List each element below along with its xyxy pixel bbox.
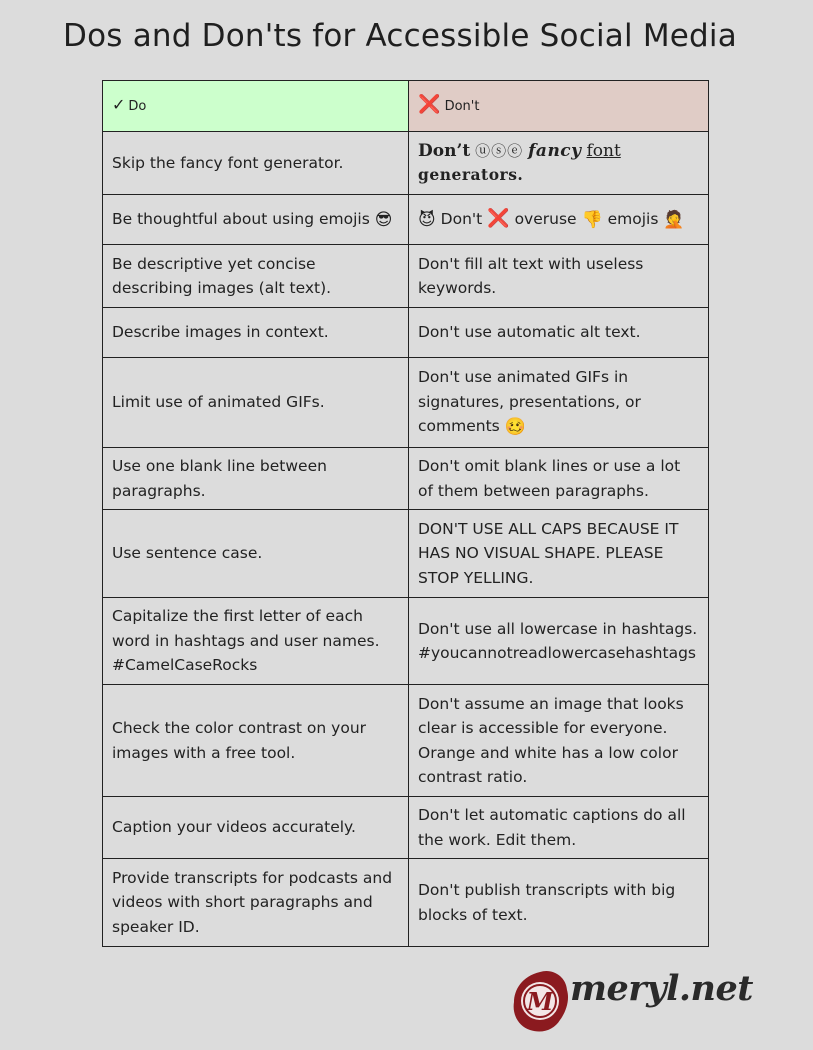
dont-cell: Don't use automatic alt text. xyxy=(409,308,709,358)
dont-cell: Don't fill alt text with useless keywords. xyxy=(409,245,709,308)
dont-cell xyxy=(409,132,709,195)
dont-text: Don't xyxy=(440,209,483,228)
meryl-logo[interactable] xyxy=(508,966,753,1038)
do-cell: Use sentence case. xyxy=(103,510,409,598)
fancy-text: generators. xyxy=(418,165,524,184)
do-cell: Caption your videos accurately. xyxy=(103,797,409,859)
dont-cell: Don't omit blank lines or use a lot of them between paragraphs. xyxy=(409,448,709,510)
thumbs-down-icon: 👎 xyxy=(581,209,603,230)
table-row xyxy=(103,245,709,308)
do-text: Capitalize the first letter of each word in hashtags and user names. xyxy=(112,607,380,650)
dont-header-label: Don't xyxy=(444,98,480,114)
cross-mark-icon: ❌ xyxy=(418,93,441,115)
table-row xyxy=(103,358,709,448)
table-row xyxy=(103,685,709,797)
dont-cell xyxy=(409,195,709,245)
table-row xyxy=(103,195,709,245)
fancy-text: font xyxy=(586,140,621,161)
table-row xyxy=(103,859,709,947)
dont-text: overuse xyxy=(514,209,577,228)
dont-cell xyxy=(409,358,709,448)
wax-seal-icon xyxy=(508,966,572,1038)
dont-cell xyxy=(409,598,709,685)
do-column-header xyxy=(103,81,409,132)
do-cell: Describe images in context. xyxy=(103,308,409,358)
dont-text: Don't use all lowercase in hashtags. xyxy=(418,619,698,638)
do-text: Be thoughtful about using emojis xyxy=(112,209,370,228)
dont-text: Don't use animated GIFs in signatures, presentations, or comments xyxy=(418,368,641,436)
fancy-text: ⓤⓢⓔ xyxy=(475,141,524,160)
dont-column-header xyxy=(409,81,709,132)
fancy-text: fancy xyxy=(528,140,582,161)
table-row xyxy=(103,448,709,510)
table-row xyxy=(103,308,709,358)
devil-emoji-icon: 😈 xyxy=(418,209,436,230)
do-cell: Provide transcripts for podcasts and videos with short paragraphs and speaker ID. xyxy=(103,859,409,947)
dont-cell: Don't publish transcripts with big blocks of text. xyxy=(409,859,709,947)
page-title: Dos and Don'ts for Accessible Social Media xyxy=(63,18,737,54)
table-row xyxy=(103,797,709,859)
dos-donts-table xyxy=(102,80,709,947)
table-row xyxy=(103,132,709,195)
do-cell: Use one blank line between paragraphs. xyxy=(103,448,409,510)
hashtag-example: #CamelCaseRocks xyxy=(112,656,258,675)
cross-mark-icon: ❌ xyxy=(487,207,510,229)
dont-cell: DON'T USE ALL CAPS BECAUSE IT HAS NO VISUAL SHAPE. PLEASE STOP YELLING. xyxy=(409,510,709,598)
table-header-row xyxy=(103,81,709,132)
do-cell xyxy=(103,195,409,245)
do-cell: Skip the fancy font generator. xyxy=(103,132,409,195)
dont-cell: Don't assume an image that looks clear is accessible for everyone. Orange and white has a low color contrast ratio. xyxy=(409,685,709,797)
checkmark-icon: ✓ xyxy=(112,94,126,114)
hashtag-example: #youcannotreadlowercasehashtags xyxy=(418,644,696,662)
table-row xyxy=(103,510,709,598)
do-header-label: Do xyxy=(128,98,147,114)
dont-text: emojis xyxy=(607,209,659,228)
do-cell xyxy=(103,598,409,685)
do-cell: Check the color contrast on your images with a free tool. xyxy=(103,685,409,797)
facepalm-icon: 🤦 xyxy=(663,209,685,230)
woozy-face-icon: 🥴 xyxy=(504,417,526,438)
do-cell: Limit use of animated GIFs. xyxy=(103,358,409,448)
logo-monogram: M xyxy=(526,987,554,1016)
table-row xyxy=(103,598,709,685)
fancy-text: Don’t xyxy=(418,140,471,161)
dont-cell: Don't let automatic captions do all the work. Edit them. xyxy=(409,797,709,859)
sunglasses-emoji-icon: 😎 xyxy=(374,209,393,230)
do-cell: Be descriptive yet concise describing images (alt text). xyxy=(103,245,409,308)
logo-text: meryl.net xyxy=(570,968,753,1009)
